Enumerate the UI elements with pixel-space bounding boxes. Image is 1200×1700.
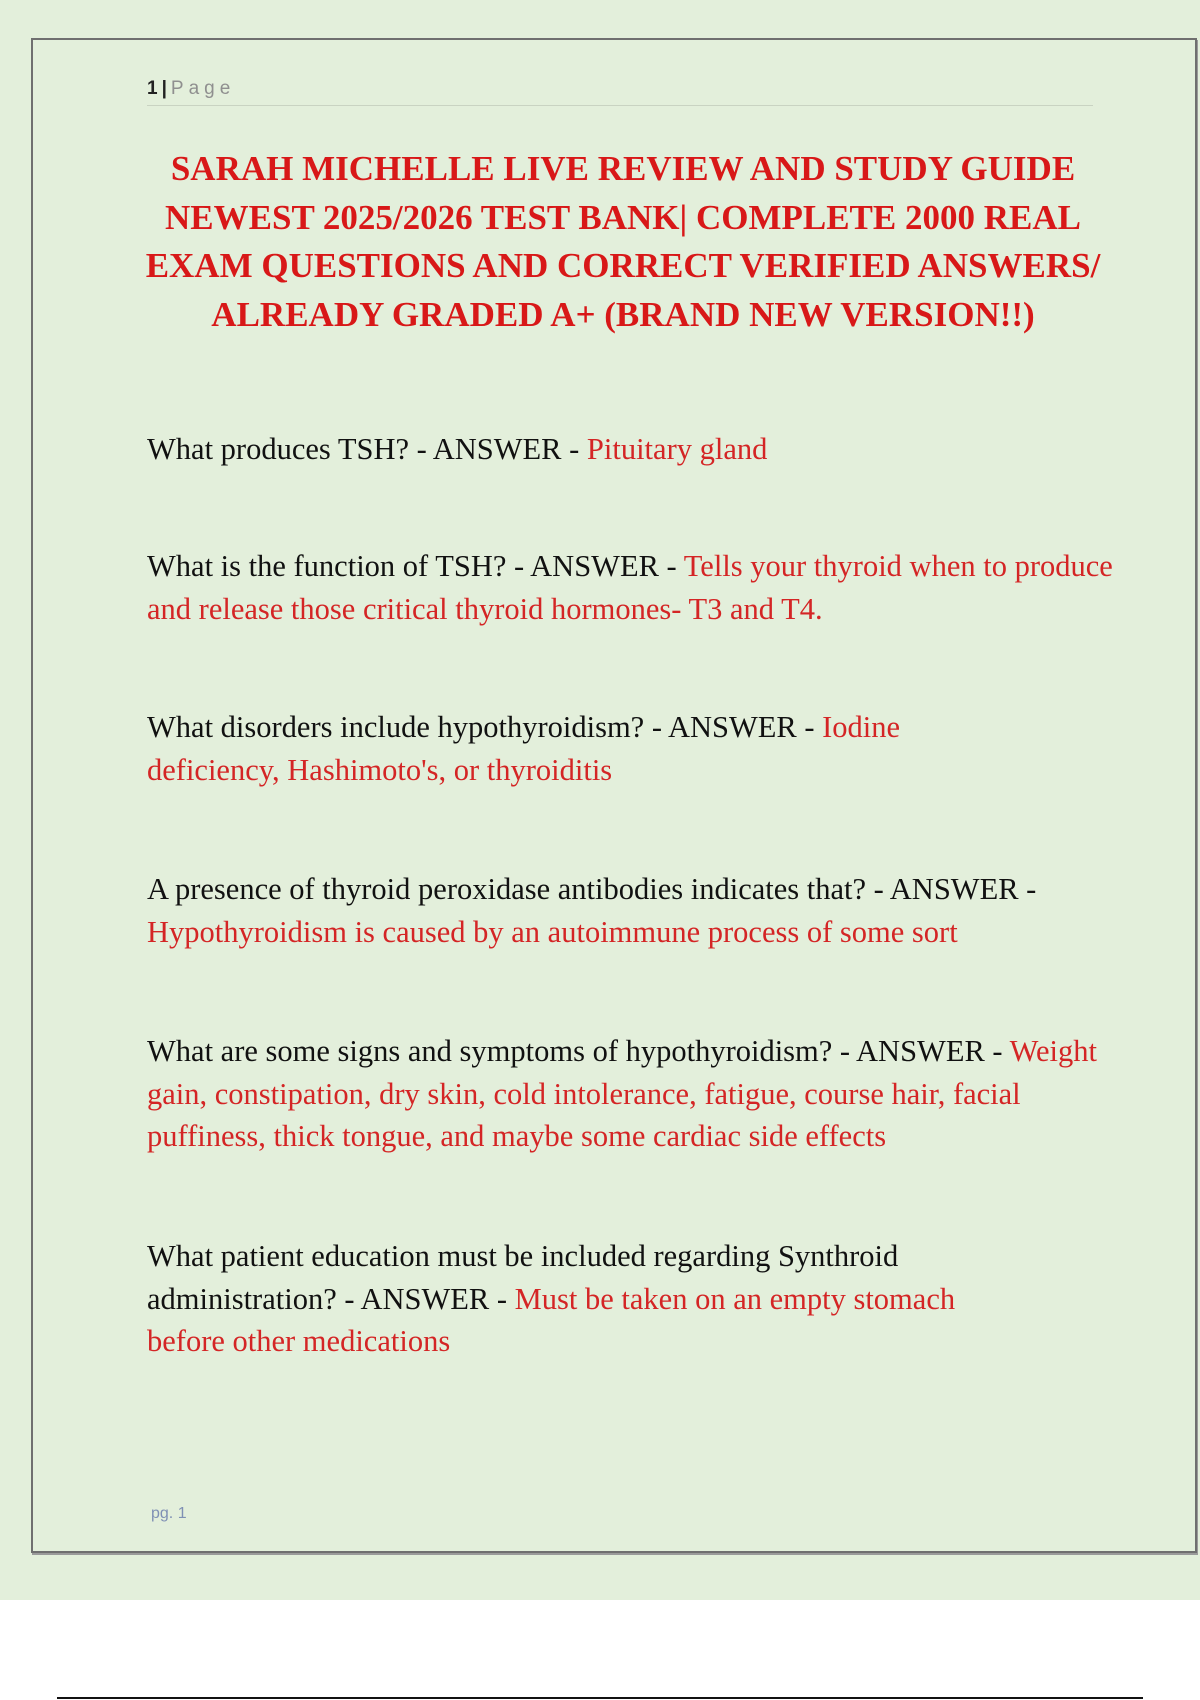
page-header xyxy=(147,75,1093,106)
qa-question: A presence of thyroid peroxidase antibodies indicates that? - ANSWER - xyxy=(147,872,1037,906)
header-page-number: 1 xyxy=(147,78,158,99)
page-footer: pg. 1 xyxy=(151,1505,187,1522)
qa-item xyxy=(147,868,1132,953)
qa-question: What disorders include hypothyroidism? - ANSWER - xyxy=(147,710,823,744)
qa-question: What patient education must be included regarding Synthroid administration? - ANSWER - xyxy=(147,1239,899,1316)
qa-question: What are some signs and symptoms of hypothyroidism? - ANSWER - xyxy=(147,1034,1010,1068)
qa-answer: Pituitary gland xyxy=(586,432,768,466)
qa-item xyxy=(147,1235,1017,1363)
header-page-word: Page xyxy=(170,78,236,99)
document-title: SARAH MICHELLE LIVE REVIEW AND STUDY GUIDE NEWEST 2025/2026 TEST BANK| COMPLETE 2000 REAL EXAM QUESTIONS AND CORRECT VERIFIED ANSWERS/ ALREADY GRADED A+ (BRAND NEW VERSION!!) xyxy=(145,149,1101,334)
qa-question: What produces TSH? - ANSWER - xyxy=(147,432,587,466)
qa-answer: Weight gain, constipation, dry skin, cold intolerance, fatigue, course hair, facial puffiness, thick tongue, and maybe some cardiac side effects xyxy=(147,1034,1098,1153)
qa-item xyxy=(147,545,1132,630)
document-page xyxy=(31,38,1197,1553)
qa-item xyxy=(147,1030,1132,1158)
qa-item xyxy=(147,706,987,791)
header-separator: | xyxy=(161,78,167,99)
qa-item xyxy=(147,428,1132,471)
qa-question: What is the function of TSH? - ANSWER - xyxy=(147,549,684,583)
qa-answer: Must be taken on an empty stomach before other medications xyxy=(147,1281,956,1358)
qa-answer: Tells your thyroid when to produce and release those critical thyroid hormones- T3 and T4. xyxy=(147,549,1113,626)
next-page-rule xyxy=(57,1697,1143,1699)
qa-answer: Iodine deficiency, Hashimoto's, or thyroiditis xyxy=(147,710,901,787)
qa-answer: Hypothyroidism is caused by an autoimmune process of some sort xyxy=(147,914,958,949)
